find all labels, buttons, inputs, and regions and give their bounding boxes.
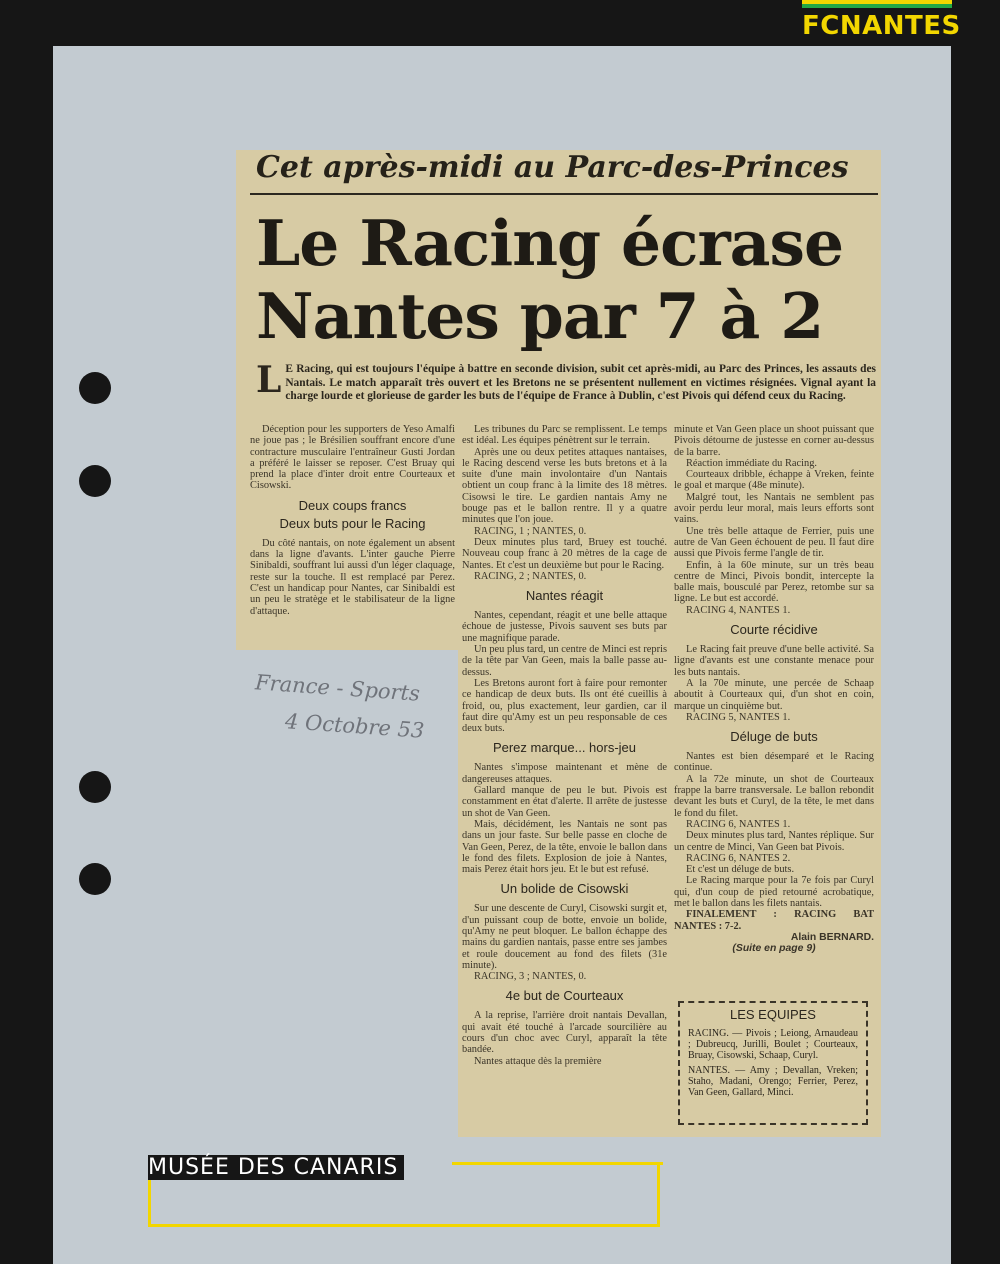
paragraph: Gallard manque de peu le but. Pivois est constamment en état d'alerte. Il arrête de justesse un shot de Van Geen. [462, 785, 667, 819]
paragraph: Mais, décidément, les Nantais ne sont pas dans un jour faste. Sur belle passe en cloche de Van Geen, Perez, de la tête, envoie le ballon dans le fond des filets. Explosion de joie à Nantes, mais Perez était hors jeu. Et le but est refusé. [462, 818, 667, 876]
final-score: FINALEMENT : RACING BAT NANTES : 7-2. [674, 909, 874, 932]
teams-box [678, 1001, 868, 1125]
subheading: Courte récidive [730, 622, 818, 638]
score-line: RACING 6, NANTES 1. [686, 818, 791, 830]
paragraph: Déception pour les supporters de Yeso Amalfi ne joue pas ; le Brésilien souffrant encore d'une contracture musculaire l'entraîneur Gusti Jordan a préféré le laisser se reposer. C'est Bruay qui prend la place d'inter droit entre Courteaux et Cisowski. [250, 424, 455, 492]
score-line: RACING 6, NANTES 2. [686, 852, 791, 864]
paragraph: Le Racing fait preuve d'une belle activité. Sa ligne d'avants est une constante menace pour les buts nantais. [674, 644, 874, 678]
teams-racing: RACING. — Pivois ; Leiong, Arnaudeau ; Dubreucq, Jurilli, Boulet ; Courteaux, Bruay, Cisowski, Schaap, Curyl. [688, 1028, 858, 1061]
paragraph: Après une ou deux petites attaques nantaises, le Racing descend verse les buts bretons et à la suite d'une main involontaire d'un Nantais obtient un coup franc à la limite des 18 mètres. Cisowsi le tire. Le gardien nantais Amy ne bouge pas et le ballon rentre. Il y a quatre minutes que l'on joue. [462, 446, 667, 526]
subheading-line: Deux coups francs [298, 497, 407, 513]
subheading: 4e but de Courteaux [505, 988, 624, 1004]
paragraph: Nantes attaque dès la première [474, 1055, 602, 1067]
paragraph: Nantes s'impose maintenant et mène de dangereuses attaques. [462, 762, 667, 785]
museum-label: MUSÉE DES CANARIS [148, 1155, 404, 1180]
paragraph: Réaction immédiate du Racing. [686, 457, 817, 469]
paragraph: Courteaux dribble, échappe à Vreken, feinte le goal et marque (48e minute). [674, 469, 874, 492]
subheading: Déluge de buts [730, 729, 818, 745]
subheading-line: Deux buts pour le Racing [279, 515, 426, 531]
handwritten-source: France - Sports [254, 670, 421, 706]
paragraph: A la reprise, l'arrière droit nantais Devallan, qui avait été touché à l'arcade sourcilière au cours d'un choc avec Curyl, apparaît la tête bandée. [462, 1010, 667, 1056]
paragraph: Enfin, à la 60e minute, sur un très beau centre de Minci, Pivois bondit, intercepte la balle mais, bousculé par Perez, retombe sur sa ligne. Le but est accordé. [674, 559, 874, 605]
subheading [250, 497, 455, 533]
headline-line-2: Nantes par 7 à 2 [256, 279, 824, 353]
subheading: Un bolide de Cisowski [500, 881, 629, 897]
handwritten-date: 4 Octobre 53 [284, 709, 426, 743]
binder-hole [79, 465, 111, 497]
paragraph: A la 72e minute, un shot de Courteaux frappe la barre transversale. Le ballon rebondit devant les buts et Curyl, de la tête, le met dans le fond du filet. [674, 773, 874, 819]
score-line: RACING, 1 ; NANTES, 0. [474, 525, 587, 537]
binder-hole [79, 863, 111, 895]
score-line: RACING 4, NANTES 1. [686, 604, 791, 616]
paragraph: Malgré tout, les Nantais ne semblent pas avoir perdu leur moral, mais leurs efforts sont vains. [674, 491, 874, 526]
continued-note: (Suite en page 9) [732, 943, 816, 955]
paragraph: A la 70e minute, une percée de Schaap aboutit à Courteaux qui, d'un shot en coin, marque un cinquième but. [674, 677, 874, 712]
subheading: Nantes réagit [525, 588, 604, 604]
article-column-2 [462, 424, 667, 1134]
teams-title: LES EQUIPES [730, 1007, 816, 1022]
paragraph: minute et Van Geen place un shoot puissant que Pivois détourne de justesse en corner au-dessus de la barre. [674, 424, 874, 458]
paragraph: Une très belle attaque de Ferrier, puis une autre de Van Geen échouent de peu. Il faut dire aussi que Pivois ferme l'angle de tir. [674, 525, 874, 560]
paragraph: Sur une descente de Curyl, Cisowski surgit et, d'un puissant coup de botte, envoie un bolide, qu'Amy ne peut bloquer. Le ballon échappe des mains du gardien nantais, passe entre ses jambes et roule doucement au fond des filets (31e minute). [462, 903, 667, 971]
article-column-1 [250, 424, 455, 639]
paragraph: Nantes, cependant, réagit et une belle attaque échoue de justesse, Pivois sauvent ses buts par une magnifique parade. [462, 610, 667, 644]
paragraph: Les tribunes du Parc se remplissent. Le temps est idéal. Les équipes pénètrent sur le terrain. [462, 424, 667, 447]
article-kicker: Cet après-midi au Parc-des-Princes [256, 150, 849, 185]
paragraph: Du côté nantais, on note également un absent dans la ligne d'avants. L'inter gauche Pierre Sinibaldi, souffrant lui aussi d'un léger claquage, reste sur la touche. Il est remplacé par Perez. C'est un handicap pour Nantes, car Sinibaldi est un peu le stratège et le stabilisateur de la ligne d'attaque. [250, 537, 455, 617]
lead-text: E Racing, qui est toujours l'équipe à battre en seconde division, subit cet après-midi, au Parc des Princes, les assauts des Nantais. Le match apparaît très ouvert et les Bretons ne se présentent nullement en victimes résignées. Vignal ayant la charge lourde et glorieuse de garder les buts de l'équipe de France à Dublin, c'est Pivois qui défend ceux du Racing. [285, 363, 876, 403]
teams-nantes: NANTES. — Amy ; Devallan, Vreken; Staho, Madani, Orengo; Ferrier, Perez, Van Geen, Gallard, Minci. [688, 1065, 858, 1098]
paragraph: Les Bretons auront fort à faire pour remonter ce handicap de deux buts. Ils ont été cueillis à froid, ou, plus exactement, leur gardien, car il faut dire qu'Amy est un peu responsable de ces deux buts. [462, 677, 667, 735]
kicker-rule [250, 193, 878, 195]
score-line: RACING, 2 ; NANTES, 0. [474, 570, 587, 582]
paragraph: Et c'est un déluge de buts. [686, 864, 795, 876]
article-column-3 [674, 424, 874, 994]
paragraph: Le Racing marque pour la 7e fois par Curyl qui, d'un coup de pied retourné acrobatique, met le ballon dans les filets nantais. [674, 875, 874, 909]
paragraph: Nantes est bien désemparé et le Racing continue. [674, 751, 874, 774]
binder-hole [79, 372, 111, 404]
fc-nantes-logo [802, 0, 961, 46]
score-line: RACING 5, NANTES 1. [686, 711, 791, 723]
lead-dropcap: L [256, 359, 282, 401]
paragraph: Deux minutes plus tard, Bruey est touché. Nouveau coup franc à 20 mètres de la cage de Nantes. Et c'est un deuxième but pour le Racing. [462, 536, 667, 571]
article-lead [256, 359, 876, 404]
paragraph: Un peu plus tard, un centre de Minci est repris de la tête par Van Geen, mais la balle passe au-dessus. [462, 644, 667, 678]
headline-line-1: Le Racing écrase [256, 206, 844, 280]
logo-green-stripe [802, 4, 952, 8]
score-line: RACING, 3 ; NANTES, 0. [474, 971, 587, 983]
paragraph: Deux minutes plus tard, Nantes réplique. Sur un centre de Minci, Van Geen bat Pivois. [674, 830, 874, 853]
subheading: Perez marque... hors-jeu [492, 740, 637, 756]
author-signature: Alain BERNARD. [790, 931, 874, 943]
brand-name: FCNANTES [802, 11, 961, 41]
binder-hole [79, 771, 111, 803]
